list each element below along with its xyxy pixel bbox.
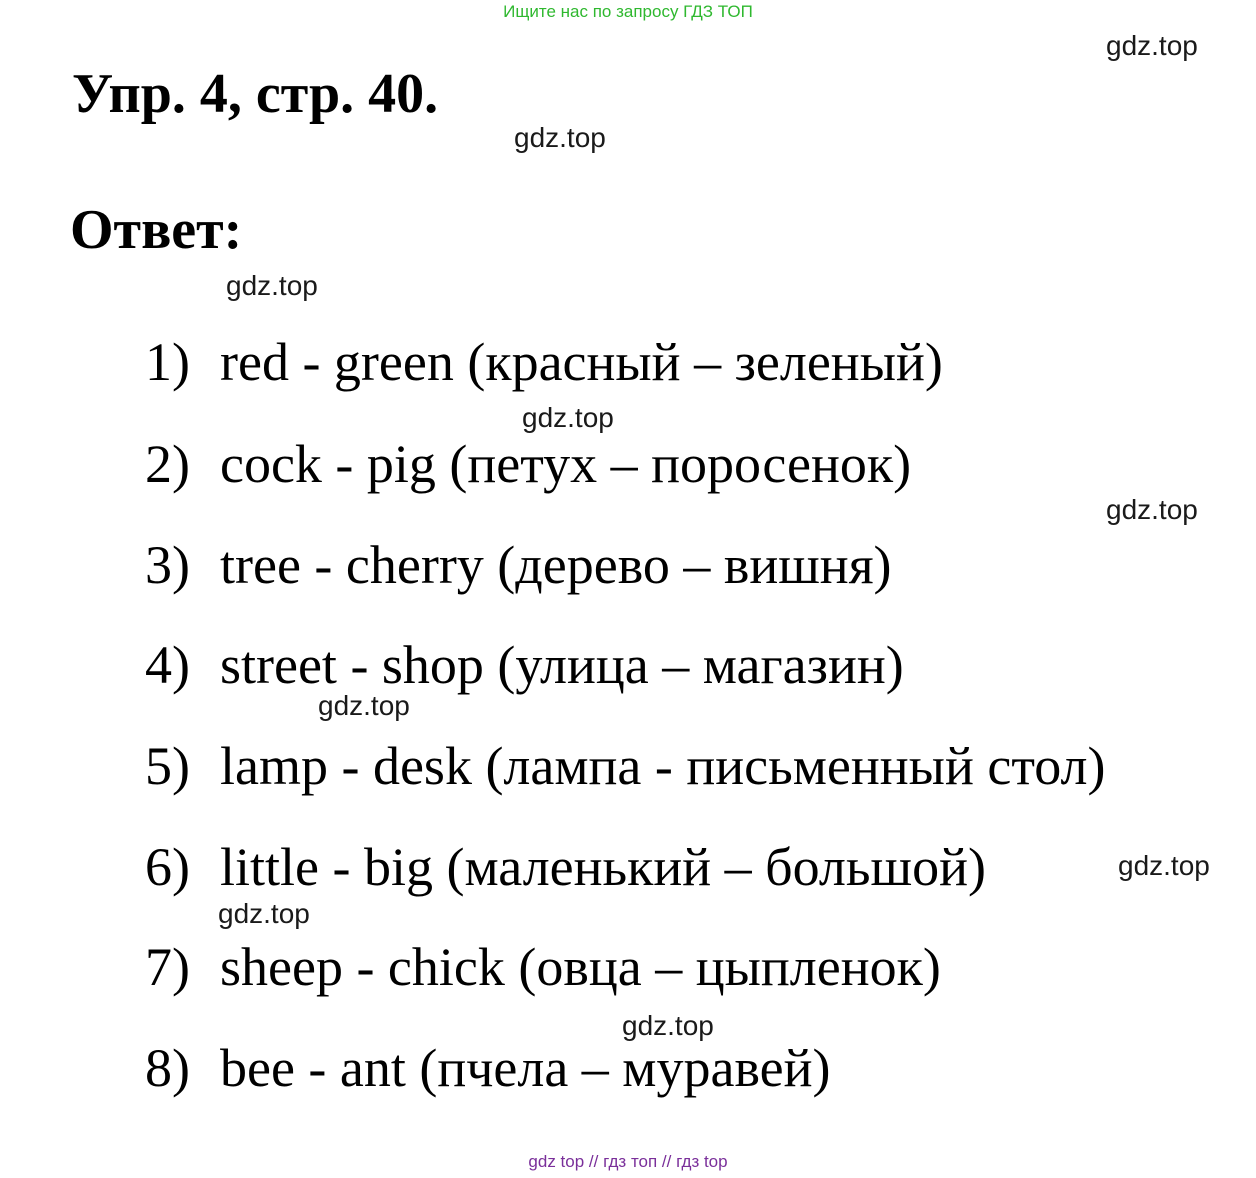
answer-item-1: 1) red - green (красный – зеленый) [145,332,943,392]
search-banner: Ищите нас по запросу ГДЗ ТОП [503,2,753,21]
footer-watermark: gdz top // гдз топ // гдз top [528,1152,728,1171]
watermark: gdz.top [514,122,606,153]
watermark: gdz.top [522,402,614,433]
page-title: Упр. 4, стр. 40. [72,63,439,125]
answer-item-3: 3) tree - cherry (дерево – вишня) [145,535,892,595]
answer-item-7: 7) sheep - chick (овца – цыпленок) [145,937,941,997]
answer-item-2: 2) cock - pig (петух – поросенок) [145,434,912,494]
watermark: gdz.top [226,270,318,301]
answer-item-4: 4) street - shop (улица – магазин) [145,635,904,695]
watermark: gdz.top [318,690,410,721]
watermark: gdz.top [622,1010,714,1041]
watermark: gdz.top [1118,850,1210,881]
answer-item-5: 5) lamp - desk (лампа - письменный стол) [145,736,1106,796]
answer-label: Ответ: [70,199,243,261]
answer-item-6: 6) little - big (маленький – большой) [145,837,986,897]
watermark: gdz.top [1106,494,1198,525]
watermark: gdz.top [218,898,310,929]
watermark: gdz.top [1106,30,1198,61]
answer-item-8: 8) bee - ant (пчела – муравей) [145,1038,831,1098]
